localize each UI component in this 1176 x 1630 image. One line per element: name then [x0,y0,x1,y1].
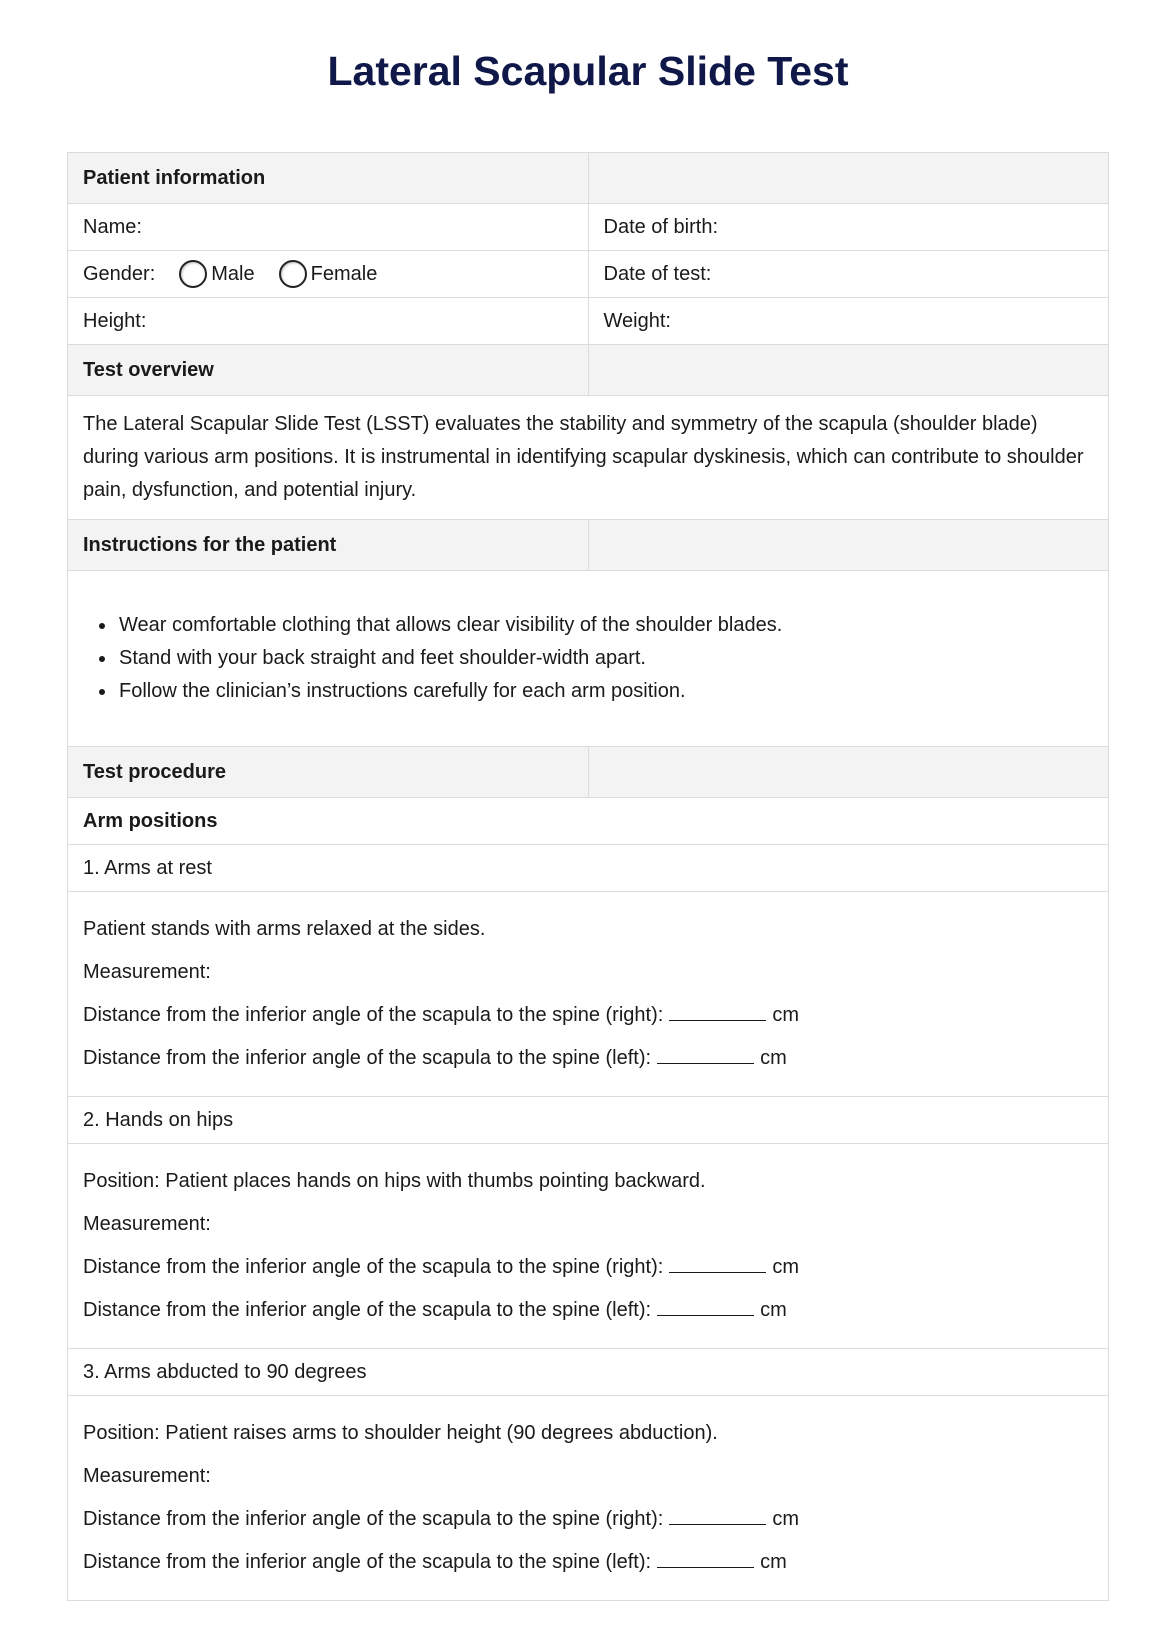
gender-radio-male[interactable] [179,260,254,288]
right-distance-blank[interactable] [669,1256,766,1273]
section-heading: Test procedure [83,760,226,783]
position-body [68,1396,1108,1600]
radio-circle-icon [279,260,307,288]
unit-label: cm [760,1299,787,1321]
instructions-list-wrap [68,571,1108,746]
section-heading: Patient information [83,166,266,189]
position-title: 1. Arms at rest [83,856,212,879]
unit-label: cm [772,1256,799,1278]
arm-positions-header [68,798,1108,845]
position-title: 2. Hands on hips [83,1108,234,1131]
position-body [68,892,1108,1096]
test-overview-body [68,396,1108,520]
test-overview-header [68,345,1108,396]
measurement-left [83,1037,1093,1080]
position-title: 3. Arms abducted to 90 degrees [83,1360,367,1383]
empty-cell [588,153,1109,203]
position-description: Position: Patient raises arms to shoulder height (90 degrees abduction). [83,1422,718,1444]
list-item: • Wear comfortable clothing that allows clear visibility of the shoulder blades. [117,609,1093,642]
patient-info-header [68,153,1108,204]
test-procedure-header [68,747,1108,798]
unit-label: cm [760,1047,787,1069]
left-distance-blank[interactable] [657,1551,754,1568]
right-distance-blank[interactable] [669,1508,766,1525]
height-field[interactable]: Height: [83,309,147,332]
date-of-test-field[interactable]: Date of test: [588,251,1109,297]
left-distance-blank[interactable] [657,1047,754,1064]
radio-label: Male [211,262,255,285]
measurement-label: Measurement: [83,961,211,983]
position-body-row [68,1396,1108,1600]
instructions-header [68,520,1108,571]
right-label: Distance from the inferior angle of the scapula to the spine (right): [83,1004,664,1026]
section-heading: Instructions for the patient [83,533,337,556]
patient-row-height-weight [68,298,1108,345]
position-title-row [68,845,1108,892]
right-distance-blank[interactable] [669,1004,766,1021]
measurement-right [83,994,1093,1037]
gender-label: Gender: [83,262,156,285]
name-field[interactable]: Name: [83,215,142,238]
subsection-heading: Arm positions [83,809,218,832]
unit-label: cm [772,1004,799,1026]
instructions-list [83,571,1093,746]
list-item: • Stand with your back straight and feet shoulder-width apart. [117,642,1093,675]
dob-field[interactable]: Date of birth: [588,204,1109,250]
right-label: Distance from the inferior angle of the scapula to the spine (right): [83,1256,664,1278]
position-description: Position: Patient places hands on hips with thumbs pointing backward. [83,1170,706,1192]
position-title-row [68,1349,1108,1396]
section-heading: Test overview [83,358,214,381]
measurement-right [83,1246,1093,1289]
patient-row-name-dob [68,204,1108,251]
gender-field [68,251,588,297]
position-title-row [68,1097,1108,1144]
gender-radio-female[interactable] [279,260,378,288]
document-title: Lateral Scapular Slide Test [327,48,849,94]
radio-label: Female [310,262,378,285]
left-label: Distance from the inferior angle of the scapula to the spine (left): [83,1047,652,1069]
left-label: Distance from the inferior angle of the scapula to the spine (left): [83,1299,652,1321]
measurement-label: Measurement: [83,1213,211,1235]
empty-cell [588,747,1109,797]
overview-text: The Lateral Scapular Slide Test (LSST) evaluates the stability and symmetry of the scapula (shoulder blade) during various arm positions. It is instrumental in identifying scapular dyskinesis, which can contribute to shoulder pain, dysfunction, and potential injury. [83,413,1084,501]
radio-circle-icon [179,260,207,288]
empty-cell [588,520,1109,570]
assessment-form [67,152,1109,1601]
unit-label: cm [760,1551,787,1573]
left-distance-blank[interactable] [657,1299,754,1316]
patient-row-gender-date [68,251,1108,298]
instructions-body [68,571,1108,747]
right-label: Distance from the inferior angle of the scapula to the spine (right): [83,1508,664,1530]
weight-field[interactable]: Weight: [588,298,1109,344]
measurement-label: Measurement: [83,1465,211,1487]
left-label: Distance from the inferior angle of the scapula to the spine (left): [83,1551,652,1573]
measurement-left [83,1289,1093,1332]
position-description: Patient stands with arms relaxed at the sides. [83,918,486,940]
position-body-row [68,1144,1108,1349]
measurement-left [83,1541,1093,1584]
list-item: • Follow the clinician’s instructions carefully for each arm position. [117,675,1093,708]
measurement-right [83,1498,1093,1541]
empty-cell [588,345,1109,395]
position-body-row [68,892,1108,1097]
position-body [68,1144,1108,1348]
unit-label: cm [772,1508,799,1530]
